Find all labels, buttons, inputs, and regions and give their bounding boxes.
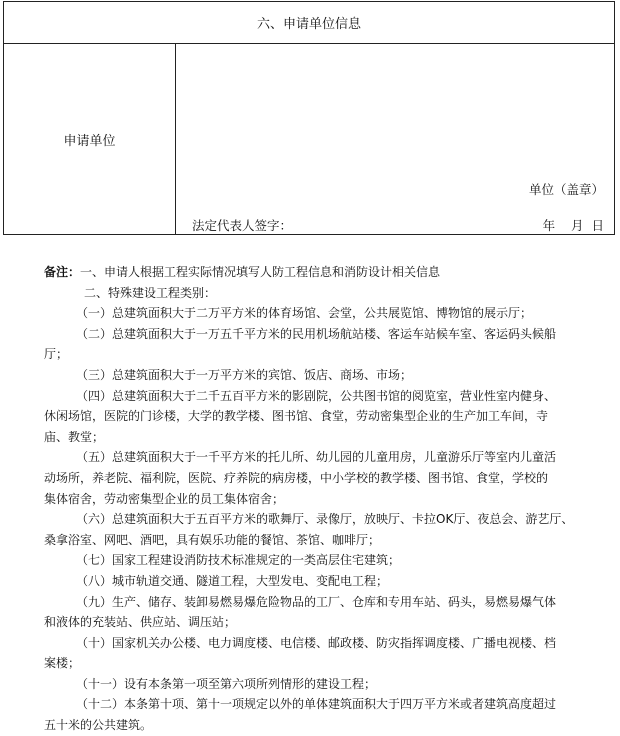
notes-item: 案楼； xyxy=(44,656,81,671)
notes-item: （十二）本条第十项、第十一项规定以外的单体建筑面积大于四万平方米或者建筑高度超过 xyxy=(76,697,557,712)
notes-item: （八）城市轨道交通、隧道工程，大型发电、变配电工程； xyxy=(76,573,389,588)
notes-item: 集体宿舍，劳动密集型企业的员工集体宿舍； xyxy=(44,491,285,506)
notes-item: （四）总建筑面积大于二千五百平方米的影剧院，公共图书馆的阅览室，营业性室内健身、 xyxy=(76,388,557,403)
notes-item: （六）总建筑面积大于五百平方米的歌舞厅、录像厅，放映厅、卡拉OK厅、夜总会、游艺厅、 xyxy=(76,512,574,527)
notes-item: （七）国家工程建设消防技术标准规定的一类高层住宅建筑； xyxy=(76,553,401,568)
notes-item: 五十米的公共建筑。 xyxy=(44,718,153,733)
notes-item: （三）总建筑面积大于一万平方米的宾馆、饭店、商场、市场； xyxy=(76,367,413,382)
notes-line-1 xyxy=(44,262,604,283)
applicant-label: 申请单位 xyxy=(4,44,176,234)
notes-item: （九）生产、储存、装卸易燃易爆危险物品的工厂、仓库和专用车站、码头，易燃易爆气体 xyxy=(76,594,557,609)
notes-item: （十一）设有本条第一项至第六项所列情形的建设工程； xyxy=(76,676,377,691)
notes-item: （十）国家机关办公楼、电力调度楼、电信楼、邮政楼、防灾指挥调度楼、广播电视楼、档 xyxy=(76,635,557,650)
notes-item: （五）总建筑面积大于一千平方米的托儿所、幼儿园的儿童用房，儿童游乐厅等室内儿童活 xyxy=(76,450,557,465)
notes-item: 休闲场馆，医院的门诊楼，大学的教学楼、图书馆、食堂，劳动密集型企业的生产加工车间，寺 xyxy=(44,409,549,424)
seal-label: 单位（盖章） xyxy=(528,182,604,197)
notes-section xyxy=(44,262,604,736)
applicant-content-cell[interactable] xyxy=(176,44,614,234)
notes-item: 庙、教堂； xyxy=(44,429,105,444)
notes-item: （一）总建筑面积大于二万平方米的体育场馆、会堂，公共展览馆、博物馆的展示厅； xyxy=(76,306,533,321)
applicant-info-table xyxy=(3,1,615,235)
section-title: 六、申请单位信息 xyxy=(4,2,614,44)
date-label: 年 月 日 xyxy=(542,218,604,233)
notes-item: （二）总建筑面积大于一万五千平方米的民用机场航站楼、客运车站候车室、客运码头候船 xyxy=(76,326,557,341)
notes-item: 动场所，养老院、福利院，医院、疗养院的病房楼，中小学校的教学楼、图书馆、食堂，学校的 xyxy=(44,470,549,485)
notes-item: 厅； xyxy=(44,347,69,362)
notes-item: 和液体的充装站、供应站、调压站； xyxy=(44,615,237,630)
notes-text-1: 一、申请人根据工程实际情况填写人防工程信息和消防设计相关信息 xyxy=(80,265,441,279)
notes-heading: 备注： xyxy=(44,265,81,279)
signature-label: 法定代表人签字： xyxy=(192,218,293,233)
notes-item: 桑拿浴室、网吧、酒吧，具有娱乐功能的餐馆、茶馆、咖啡厅； xyxy=(44,532,381,547)
notes-line-2: 二、特殊建设工程类别： xyxy=(84,285,217,300)
